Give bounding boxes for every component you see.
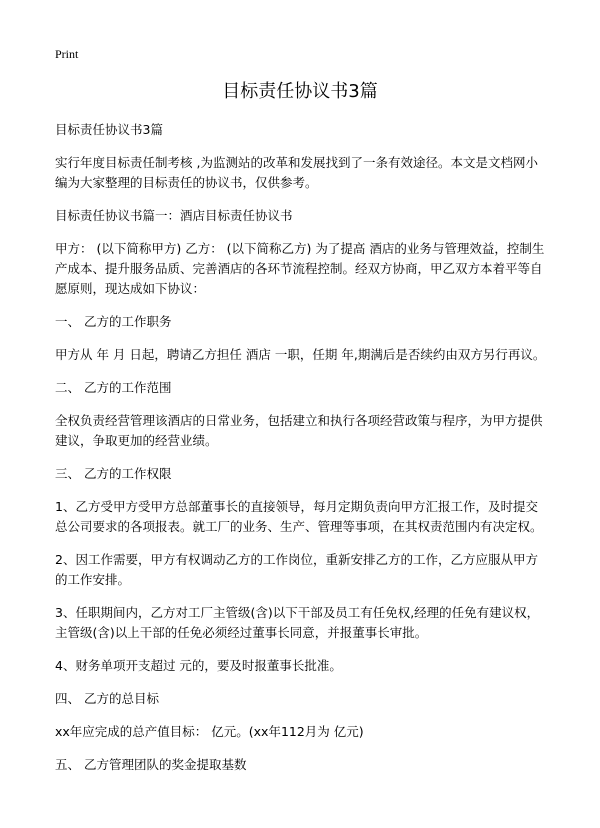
paragraph-part-one-heading: 目标责任协议书篇一：酒店目标责任协议书 [55,208,293,223]
paragraph-parties: 甲方： (以下简称甲方) 乙方： (以下简称乙方) 为了提高 酒店的业务与管理效益，控制生产成本、提升服务品质、完善酒店的各环节流程控制。经双方协商，甲乙双方本着平等自愿原则，现达成如下协议： [55,241,545,296]
paragraph-authority-3: 3、任职期间内，乙方对工厂主管级(含)以下干部及员工有任免权,经理的任免有建议权，主管级(含)以上干部的任免必须经过董事长同意，并报董事长审批。 [55,605,540,640]
section-heading-scope: 二、 乙方的工作范围 [55,380,172,395]
paragraph-intro: 实行年度目标责任制考核 ,为监测站的改革和发展找到了一条有效途径。本文是文档网小编为大家整理的目标责任的协议书，仅供参考。 [55,155,538,190]
print-label: Print [55,47,79,61]
paragraph-authority-1: 1、乙方受甲方受甲方总部董事长的直接领导，每月定期负责向甲方汇报工作，及时提交总公司要求的各项报表。就工厂的业务、生产、管理等事项，在其权责范围内有决定权。 [55,499,543,534]
document-title: 目标责任协议书3篇 [222,81,378,102]
paragraph-subtitle: 目标责任协议书3篇 [55,122,163,137]
paragraph-target: xx年应完成的总产值目标： 亿元。(xx年112月为 亿元) [55,724,364,739]
paragraph-authority-4: 4、财务单项开支超过 元的，要及时报董事长批准。 [55,658,342,673]
paragraph-authority-2: 2、因工作需要，甲方有权调动乙方的工作岗位，重新安排乙方的工作，乙方应服从甲方的工作安排。 [55,552,538,587]
paragraph-duty: 甲方从 年 月 日起，聘请乙方担任 酒店 一职，任期 年,期满后是否续约由双方另行再议。 [55,347,546,362]
section-heading-target: 四、 乙方的总目标 [55,691,159,706]
section-heading-bonus: 五、 乙方管理团队的奖金提取基数 [55,757,247,772]
section-heading-authority: 三、 乙方的工作权限 [55,466,172,481]
section-heading-duty: 一、 乙方的工作职务 [55,314,172,329]
document-body [55,120,550,788]
paragraph-scope: 全权负责经营管理该酒店的日常业务，包括建立和执行各项经营政策与程序，为甲方提供建议，争取更加的经营业绩。 [55,413,543,448]
